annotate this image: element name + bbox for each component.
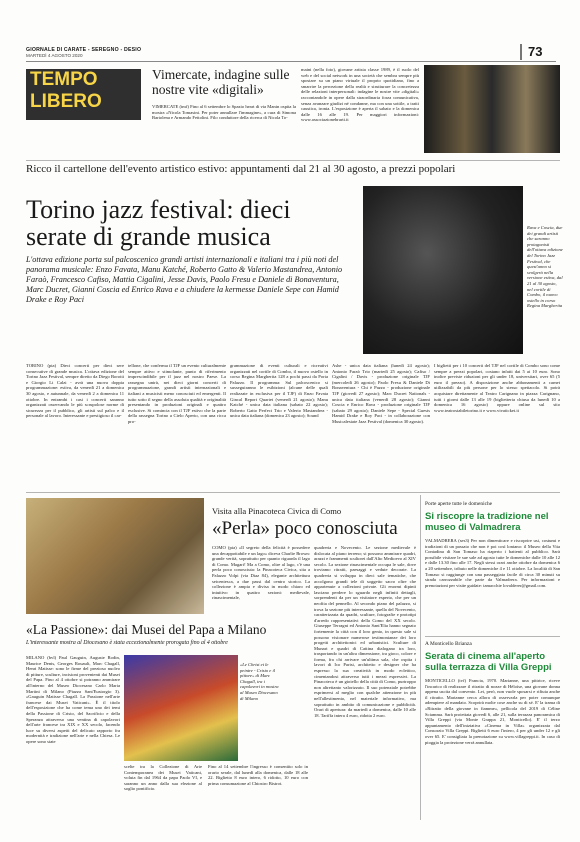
valmadrera-headline: Si riscopre la tradizione nel museo di Valmadrera bbox=[425, 511, 549, 533]
villagreppi-body: MONTICELLO (tvf) Francia, 1970. Marianne, una pittrice, riceve l'incarico di realizzare il ritratto di nozze di Héloïse, una giovane donna appena uscita dal convento. Lei, però, non vuole sposarsi e rifiuta anche il ritratto. Marianne cerca allora di osservarla per poter comunque adempiere al mandato. Scoprirà molte cose anche su di sé. E' la trama di «Ritratto della giovane in fiamme», pellicola del 2019 di Céline Sciamma. Sarà proiettata giovedì 6, alle 21, sulla terrazza panoramica di Villa Greppi (via Monte Grappa 21, Monticello). E' il terzo appuntamento dell'iniziativa «Cinema in Villa» organizzata dal Consorzio Villa Greppi. Biglietti 6 euro l'intero, 4 per gli under 12 e gli over 65. E' consigliata la prenotazione su www.villagreppi.it. In caso di pioggia la proiezione verrà annullata. bbox=[425, 678, 560, 745]
masthead-date: MARTEDÌ 4 AGOSTO 2020 bbox=[26, 53, 83, 58]
vimercate-body: VIMERCATE (tmf) Fino al 6 settembre lo Spazio heart di via Manin ospita la mostra «Nicola Tomasini. Per poter annullare l'immagine», a cura di Simona Bartolena e Armando Fettolini. Filo conduttore della ricerca di Nicola To- bbox=[152, 104, 296, 121]
perla-headline: «Perla» poco conosciuta bbox=[212, 518, 398, 539]
passione-column-1: MILANO (bvl) Paul Gauguin, Auguste Rodin, Maurice Denis, Georges Rouault, Marc Chagall, Henri Matisse: sono le firme del prezioso nucleo di pitture, sculture, incisioni provenienti dai Musei del Papa. Fino al 4 ottobre si potranno ammirare all'interno del Museo Diocesano Carlo Maria Martini di Milano (Piazza Sant'Eustorgio 3). «Gauguin Matisse Chagall. La Passione nell'arte francese dai Musei Vaticani». È il titolo dell'esposizione che ha come tema uno dei temi della Passione di Cristo, del Sacrificio e della Speranza attraverso una ventina di capolavori dell'arte francese tra XIX e XX secolo, facendo luce su diversi aspetti del delicato rapporto fra modernità e tradizione nell'arte e nella Chiesa. Le opere sono state bbox=[26, 655, 120, 744]
passione-column-2: scelte tra la Collezione di Arte Contemporanea dei Musei Vaticani, voluta fin dal 1964 da papa Paolo VI, e saranno un anno dalla sua elezione al soglio pontificio. bbox=[124, 764, 202, 792]
jazz-photo-caption: Rava e Coscia, due dei grandi artisti che saranno protagonisti dell'ottava edizione del Torino Jazz Festival, che quest'anno si svolgerà nella versione estiva, dal 21 al 30 agosto, nel cortile di Combo, il nuovo ostello in corso Regina Margherita bbox=[527, 225, 563, 309]
passione-column-3: Fino al 14 settembre l'ingresso è consentito solo in orario serale, dal lunedì alla domenica, dalle 18 alle 22. Biglietto 8 euro intero, 6 ridotto, 10 euro con prima consumazione al Chiostro Bistrot. bbox=[208, 764, 308, 786]
vimercate-body-continued: maini (nella foto), giovane artista classe 1989, è il ruolo del web e del social network in una società che sembra sempre più spostare su un piano virtuale il proprio quotidiano, fino a smarrire la percezione della realtà e strutturare la concretezza delle relazioni interpersonali: indagine le nostre vite «digitali» raccontandole in opere dalla straordinaria forza comunicativa, senza avanzare giudizi né condanne, ma con una sottile, a tratti caustica, ironia. L'esposizione è aperta il sabato e la domenica dalle 16 alle 19. Per maggiori informazioni: www.associazionebrarti.it bbox=[301, 67, 419, 123]
valmadrera-bottom-rule bbox=[425, 636, 560, 637]
villagreppi-headline: Serata di cinema all'aperto sulla terrazza di Villa Greppi bbox=[425, 651, 552, 673]
right-column-divider bbox=[420, 495, 421, 820]
valmadrera-body: VALMADRERA (ses3) Per non dimenticare e riscoprire usi, costumi e tradizioni di un passato che non è poi così lontano: il Museo della Vita Contadina di San Tomaso ha riaperto i battenti al pubblico. Sarà possibile visitare le sue sale ad agosto tutte le domeniche dalle 10 alle 12 e dalle 13.30 fino alle 17. Negli stessi orari anche ottobre da domenica 6 a 20 settembre, tributo nelle domeniche 4 e 11 ottobre. La località di San Tomaso si raggiunge con una passeggiata facile di circa 30 minuti su strada carrozzabile che parte da Valmadrera. Per informazioni e prenotazioni per visite guidate: tamacchie lovalderer@gmail.com. bbox=[425, 538, 560, 588]
jazz-bottom-rule bbox=[26, 492, 560, 493]
perla-column-2: quadreria e Novecento. Le sezione medievale è dislocata al piano terreno; si possono ammirare quadri, arazzi e frammenti scultorei dall'Alto Medioevo al XIV secolo. La sezione rinascimentale occupa le sale, dove troviamo ritratti, paesaggi e vedute decorate. La quadreria si sviluppa in dieci sale tematiche, che accolgono grandi tele di soggetto sacro oltre che appartenute a collezioni private. Gli enormi dipinti lasciano perdere lo sguardo negli infiniti dettagli, sorprendenti da per un visitatore esperto, che per un neofita del pennello. Al secondo piano del palazzo, si trova la sezione più interessante, quella del Novecento, caratterizzata da quadri, sculture, fotografie e prototipi d'arredo rappresentativi della Como del XX secolo. Giuseppe Terragni ed Antonio Sant'Elia hanno segnato fortemente la città con il loro genio, in questo sale si possono visionare numerose testimonianze dei loro progetti architettonici ed urbanistici. Sculture di Munari e quadri di Cattina dialogano tra loro, trasportando in un'altra dimensione, tra gioco, colore e forma, fra chi arrivare un'ultima sala, che ospita i lavori di Ico Parisi, architetto e designer che ha espresso la sua creatività in modo eclettico, cimentandosi attraverso tutti i mezzi espressivi. La Pinacoteca è un gioiello della città di Como, purtroppo non altrettanto valorizzato. Il suo potenziale potrebbe esprimersi al meglio con qualche attenzione in più nell'allestimento, nel materiale informativo, ma soprattutto in ambito di comunicazione e pubblicità. Orari di apertura: da martedì a domenica, dalle 10 alle 18. Tariffa intera 4 euro, ridotta 2 euro. bbox=[314, 545, 416, 718]
jazz-column-1: TORINO (pia) Dieci concerti per dieci sere consecutive di grande musica. L'ottava edizione del Torino Jazz Festival, sempre diretto da Diego Borotti e Giorgio Li Calzi - avrà una nuova doppia programmazione: estiva, da venerdì 21 a domenica 30 agosto, e autunnale, da venerdì 2 a domenica 11 ottobre. In entrambi i casi i concerti saranno organizzati osservando le più scrupolose norme di sicurezza per il pubblico, gli artisti sul palco e il personale al lavoro. Interessante e prestigioso il car- bbox=[26, 363, 124, 419]
jazz-deck: L'ottava edizione porta sul palcoscenico grandi artisti internazionali e italiani tra i più noti del panorama musicale: Enzo Favata, Manu Katché, Roberto Gatto & Valerio Mastandrea, Antonio Faraò, Francesco Cafiso, Mattia Cigalini, Jesse Davis, Paolo Fresu e Daniele di Bonaventura, Marc Ducret, Gianni Coscia ed Enrico Rava e a chiudere la kermesse Daniele Sepe con Hamid Drake e Roy Paci bbox=[26, 255, 343, 304]
passione-chagall-painting bbox=[124, 655, 238, 761]
masthead-rule bbox=[26, 61, 556, 62]
valmadrera-kicker: Porte aperte tutte le domeniche bbox=[425, 501, 493, 507]
section-title-line1: TEMPO bbox=[30, 69, 98, 90]
perla-kicker: Visita alla Pinacoteca Civica di Como bbox=[212, 506, 342, 516]
masthead-paper-name: GIORNALE DI CARATE - SEREGNO - DESIO bbox=[26, 47, 142, 53]
strap-rule-top bbox=[26, 160, 560, 161]
passione-headline: «La Passione»: dai Musei del Papa a Milano bbox=[26, 622, 267, 637]
vimercate-title: Vimercate, indagine sulle nostre vite «digitali» bbox=[152, 67, 290, 97]
section-title-line2: LIBERO bbox=[30, 91, 102, 112]
section-title bbox=[26, 69, 141, 120]
jazz-column-2: tellone, che conferma il TJF un evento culturalmente sempre attivo e stimolante, punto di riferimento imprescindibile per il jazz nel nostro Paese. La rassegna unirà, nei dieci giorni concerti di programmazione, grandi artisti internazionali e italiani a musicisti meno conosciuti ed emergenti. Il tutto sotto il segno della assoluta qualità e originalità presentando in produzioni originali e quattro esclusive. Si comincia con il TJF estivo che la parte della rassegna Torino a Cielo Aperto, con una ricca pro- bbox=[128, 363, 226, 424]
perla-painting-photo bbox=[26, 498, 204, 614]
vimercate-artwork-photo bbox=[424, 65, 560, 153]
jazz-column-4: Ashe - unica data italiana (lunedì 24 agosto); Antonio Faraò Trio (martedì 25 agosto); Cafiso / Cigalini / Davis - produzione originale TJF (mercoledì 26 agosto); Paolo Fresu & Daniele Di Bonaventura - Chi è Pazzo - produzione originale TJF (giovedì 27 agosto); Marc Ducret Nationals - unica data italiana (venerdì 28 agosto); Gianni Coscia e Enrico Rava - produzione originale TJF (sabato 29 agosto); Daniele Sepe - Special Guests Hamid Drake e Roy Paci - in collaborazione con Musicalestate Jazz Festival (domenica 30 agosto). bbox=[332, 363, 430, 424]
page-number: 73 bbox=[528, 44, 543, 59]
jazz-headline: Torino jazz festival: dieci serate di grande musica bbox=[26, 195, 291, 251]
passione-deck: L'interessante mostra al Diocesano è stata eccezionalmente prorogata fino al 4 ottobre bbox=[26, 640, 228, 646]
jazz-column-3: grammazione di eventi culturali e ricreativi organizzati nel cortile di Combo, il nuovo ostello in corso Regina Margherita 128 a pochi passi da Porta Palazzo. Il programma: Sul palcoscenico si susseguiranno le esibizioni (alcune delle quali realizzate in esclusiva per il TJF) di Enzo Favata Gincal Report Quartet (venerdì 21 agosto); Manu Katché - unica data italiana (sabato 22 agosto); Roberto Gatto Perfect Trio e Valerio Mastandrea - unica data italiana (domenica 23 agosto); Sound bbox=[230, 363, 328, 419]
jazz-column-5: I biglietti per i 10 concerti del TJF nel cortile di Combo sono come sempre a prezzi popolari, costano infatti dai 5 ai 10 euro. Sono inoltre previste riduzioni per gli under 18, universitari, over 65 (5 euro il prezzo). A disposizione anche abbonamenti a carnet utilizzabili da più persone per lo stesso spettacolo. Si potrà acquistare direttamente al Teatro Carignano in piazza Carignano, tutti i giorni dalle 13 alle 19 (biglietteria chiusa da lunedì 10 a domenica 16 agosto) oppure online sul sito www.teatrostabiletorino.it e www.vivaticket.it bbox=[434, 363, 560, 413]
jazz-strapline: Ricco il cartellone dell'evento artistico estivo: appuntamenti dal 21 al 30 agosto, a prezzi popolari bbox=[26, 163, 456, 175]
passione-photo-caption: «Le Christ et le peintre - Cristo e il pittore» di Marc Chagall, tra i capolavori in mostra al Museo Diocesano di Milano bbox=[240, 662, 279, 701]
jazz-concert-photo bbox=[363, 186, 523, 354]
perla-column-1: COMO (pia) «Il segreto della felicità è possedere una decappottabile e un lago» diceva Charlie Brown: grande verità, soprattutto per quanto riguarda il lago di Como. Magari! Ma a Como, oltre al lago, c'è una perla poco conosciuta: la Pinacoteca Civica, sita a Palazzo Volpi (via Diaz 84), elegante architettura seicentesca, a due passi dal centro storico. La collezione è ampia e divisa in modo chiaro ed intuitivo in quattro sezioni: medievale, rinascimentale, bbox=[212, 545, 310, 601]
page-number-bar bbox=[520, 44, 522, 60]
villagreppi-kicker: A Monticello Brianza bbox=[425, 641, 472, 647]
